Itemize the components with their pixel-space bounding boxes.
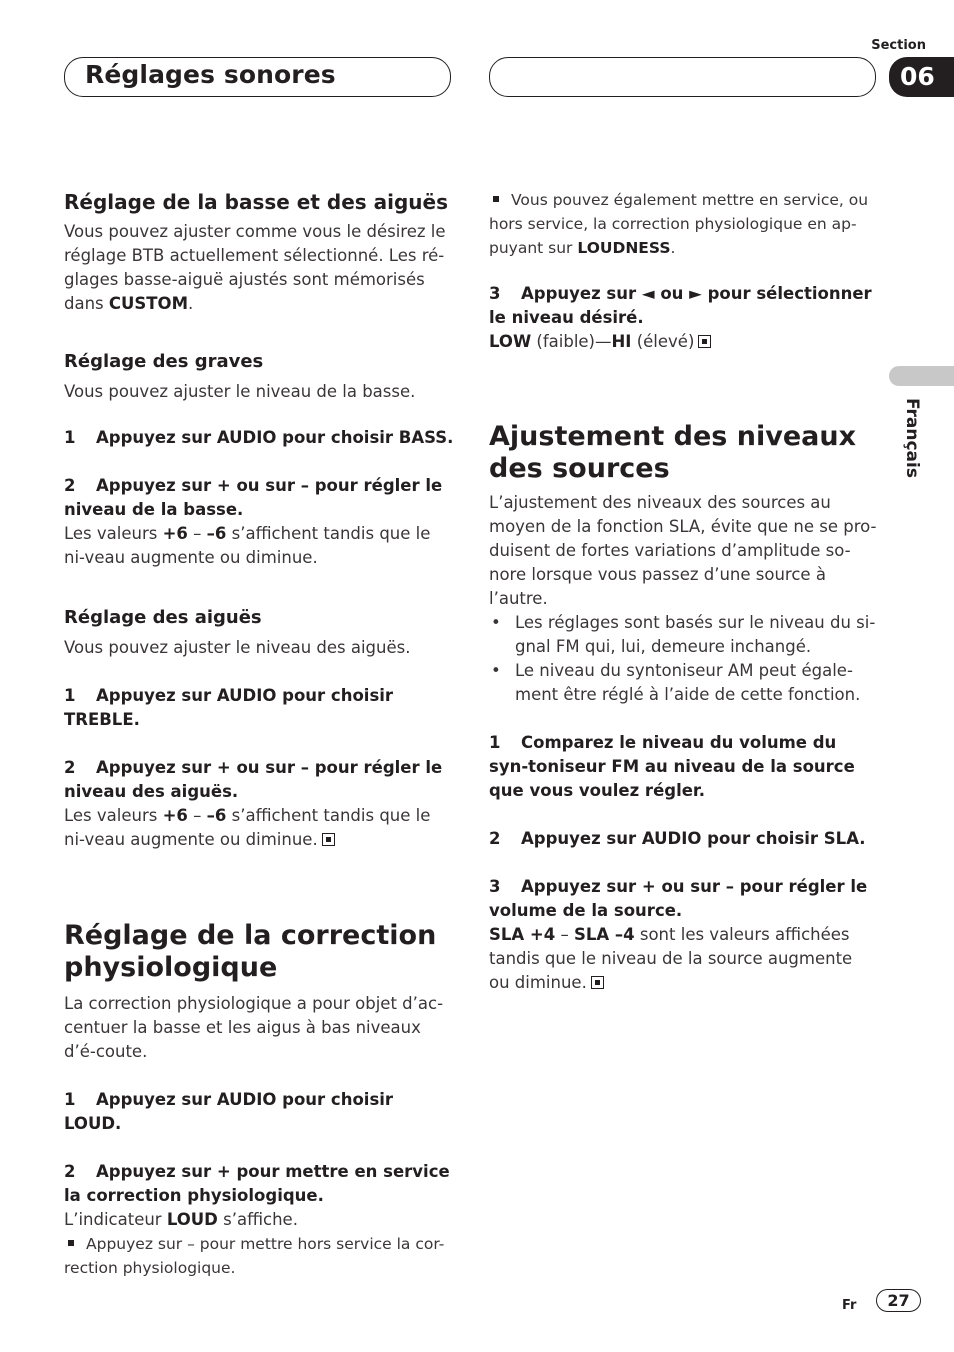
sla-step-3 [489,875,877,923]
treble-step-2 [64,756,454,804]
sla-min: SLA –4 [573,925,635,944]
bass-step-2 [64,474,454,522]
step-text: Appuyez sur + ou sur – pour régler le niveau de la basse. [64,476,443,519]
paragraph-end: . [187,294,194,313]
step-text: Appuyez sur AUDIO pour choisir BASS. [96,428,454,447]
left-column [64,190,454,1280]
step-number: 1 [64,1090,76,1109]
bullet-text: Le niveau du syntoniseur AM peut égale-ment être réglé à l’aide de cette fonction. [515,661,861,704]
loud-label: LOUD [166,1210,218,1229]
level-range [489,330,877,354]
step-number: 2 [64,1162,76,1181]
loud-step-1 [64,1088,454,1136]
step-number: 1 [489,733,501,752]
step-number: 3 [489,877,501,896]
right-column [489,188,877,995]
step-text: Appuyez sur AUDIO pour choisir SLA. [521,829,866,848]
loudness-label: LOUDNESS [577,239,671,257]
end-of-section-icon [591,976,604,989]
end-of-section-icon [698,335,711,348]
note-text: Appuyez sur – pour mettre hors service la cor-rection physiologique. [64,1235,445,1277]
heading-sla: Ajustement des niveaux des sources [489,421,856,484]
loud-step-2 [64,1160,454,1208]
loudness-note [489,188,877,260]
heading-bass: Réglage des graves [64,351,264,372]
values-text: Les valeurs [64,806,163,825]
step-number: 1 [64,686,76,705]
paragraph-sla: L’ajustement des niveaux des sources au moyen de la fonction SLA, évite que ne se pro-duisent de fortes variations d’amplitude so-nore lorsque vous passez d’une source à l’autre. [489,493,877,608]
indicator-text: L’indicateur [64,1210,167,1229]
value-max: +6 [162,524,188,543]
values-dash: – [187,524,207,543]
header-title-frame [64,57,451,97]
paragraph-text: Vous pouvez ajuster comme vous le désirez le réglage BTB actuellement sélectionné. Les ré-glages basse-aiguë ajustés sont mémorisés dans [64,222,446,313]
section-label: Section [871,38,926,53]
step-text: Appuyez sur + ou sur – pour régler le niveau des aiguës. [64,758,443,801]
bass-values [64,522,454,570]
paragraph-bass: Vous pouvez ajuster le niveau de la basse. [64,382,416,401]
step-number: 2 [64,758,76,777]
language-tab-marker [889,366,954,386]
note-square-icon [68,1240,74,1246]
value-min: –6 [206,524,227,543]
footer-language-code: Fr [842,1298,857,1313]
step-text: Appuyez sur ◄ ou ► pour sélectionner le niveau désiré. [489,284,872,327]
range-hi-desc: (élevé) [631,332,695,351]
indicator-text: s’affiche. [217,1210,298,1229]
sla-bullet-2 [489,659,877,707]
sla-values [489,923,877,995]
step-number: 2 [489,829,501,848]
custom-label: CUSTOM [108,294,188,313]
treble-values [64,804,454,852]
bullet-text: Les réglages sont basés sur le niveau du si-gnal FM qui, lui, demeure inchangé. [515,613,876,656]
step-number: 1 [64,428,76,447]
loud-indicator [64,1208,454,1232]
section-number-badge: 06 [889,57,954,97]
bullet-icon: • [491,661,501,680]
step-text: Appuyez sur AUDIO pour choisir TREBLE. [64,686,394,729]
note-text: Vous pouvez également mettre en service, ou hors service, la correction physiologique en ap-puyant sur [489,191,869,257]
range-low-desc: (faible)— [531,332,612,351]
loud-note [64,1232,454,1280]
sla-max: SLA +4 [489,925,556,944]
range-low: LOW [489,332,532,351]
header-empty-frame [489,57,876,97]
sla-step-2 [489,827,877,851]
language-side-label: Français [902,398,922,478]
values-text: s’affichent tandis que le ni-veau augmente ou diminue. [64,524,431,567]
treble-step-1 [64,684,454,732]
paragraph-loudness: La correction physiologique a pour objet d’ac-centuer la basse et les aigus à bas niveaux d’é-coute. [64,994,444,1061]
sla-bullet-1 [489,611,877,659]
step-number: 2 [64,476,76,495]
step-text: Appuyez sur AUDIO pour choisir LOUD. [64,1090,394,1133]
loud-step-3 [489,282,877,330]
step-number: 3 [489,284,501,303]
values-text: s’affichent tandis que le ni-veau augmente ou diminue. [64,806,431,849]
step-text: Appuyez sur + pour mettre en service la correction physiologique. [64,1162,450,1205]
sla-step-1 [489,731,877,803]
page-number: 27 [876,1289,921,1312]
paragraph-bass-treble [64,220,454,316]
bass-step-1 [64,426,454,450]
value-max: +6 [162,806,188,825]
heading-treble: Réglage des aiguës [64,607,262,628]
paragraph-treble: Vous pouvez ajuster le niveau des aiguës. [64,638,411,657]
step-text: Comparez le niveau du volume du syn-toniseur FM au niveau de la source que vous voulez régler. [489,733,855,800]
values-dash: – [187,806,207,825]
value-min: –6 [206,806,227,825]
values-dash: – [555,925,574,944]
heading-loudness: Réglage de la correction physiologique [64,920,437,983]
values-text: Les valeurs [64,524,163,543]
step-text: Appuyez sur + ou sur – pour régler le volume de la source. [489,877,868,920]
note-square-icon [493,196,499,202]
page-title: Réglages sonores [85,60,336,89]
values-text: sont les valeurs affichées tandis que le niveau de la source augmente ou diminue. [489,925,853,992]
range-hi: HI [611,332,632,351]
bullet-icon: • [491,613,501,632]
heading-bass-treble: Réglage de la basse et des aiguës [64,190,448,214]
note-end: . [670,239,676,257]
end-of-section-icon [322,833,335,846]
